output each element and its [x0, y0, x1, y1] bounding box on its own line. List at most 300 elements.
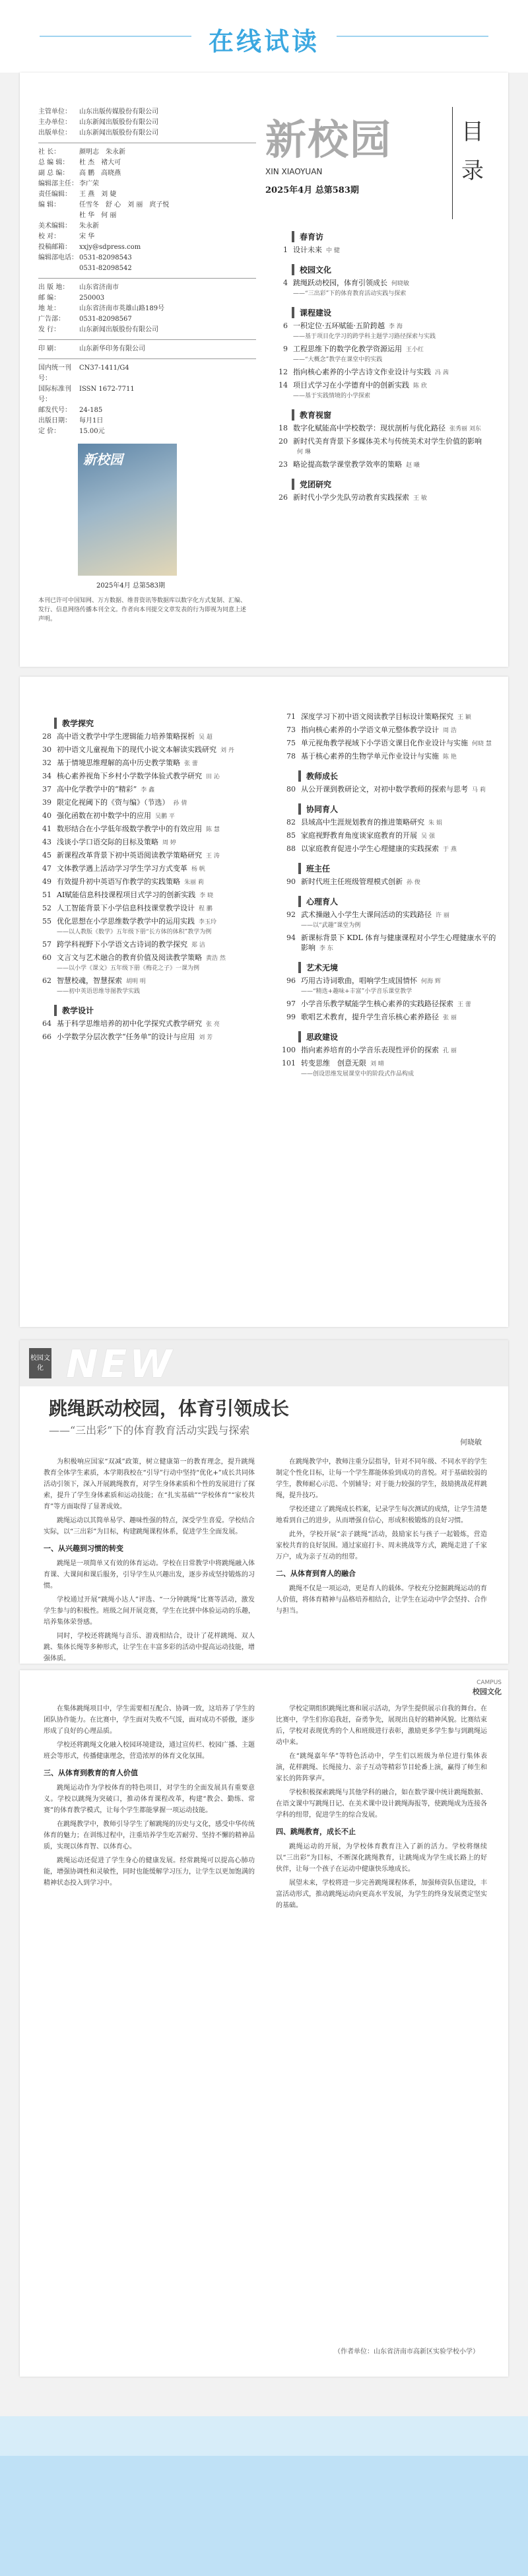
toc-title-line [57, 758, 253, 769]
toc-entry-text [57, 1032, 253, 1043]
toc-page-number: 43 [42, 838, 51, 846]
toc-entry-text [57, 939, 253, 951]
toc-entry-text [301, 817, 498, 829]
toc-entry[interactable] [273, 751, 498, 763]
article-paragraph: 在跳绳教学中，教师引导学生了解跳绳的历史与文化，感受中华传统体育的魅力；在训练过程中，注重培养学生吃苦耐劳、坚持不懈的精神品质，实现以体育智、以体育心。 [44, 1821, 255, 1850]
masthead-row [38, 253, 256, 263]
toc-entry-author: 陈 欣 [413, 383, 427, 390]
toc-entry-title: 新时代班主任班级管理模式创新 [301, 877, 403, 886]
masthead-value: 王 燕 刘 婕 [79, 191, 117, 198]
contents-heading-char: 目 [461, 119, 484, 145]
toc-entry-title: 人工智能背景下小学信息科技课堂教学设计 [57, 904, 195, 912]
toc-entry-subtitle: ——以“武趣”课堂为例 [301, 922, 361, 929]
masthead-key: 出版日期： [38, 417, 71, 424]
toc-entry-author: 陈 慧 [206, 827, 220, 833]
toc-page-number: 23 [279, 460, 288, 469]
toc-entry-title: 指向核心素养的小学古诗文作业设计与实践 [293, 368, 431, 376]
article-paragraph: 在集体跳绳项目中，学生需要相互配合、协调一致，这培养了学生的团队协作能力。在比赛中，学生面对失败不气馁，面对成功不骄傲，逐步形成了良好的心理品质。 [44, 1705, 255, 1735]
toc-title-line [57, 784, 253, 796]
toc-title-line [301, 751, 498, 763]
toc-entry[interactable] [29, 916, 253, 937]
toc-title-line [301, 910, 498, 921]
toc-entry[interactable] [265, 380, 492, 401]
toc-section-heading: 艺术无境 [298, 962, 498, 973]
toc-title-line [57, 771, 253, 782]
toc-entry-subtitle: ——“三出彩”下的体育教育活动实践与探索 [293, 290, 407, 297]
toc-entry-author: 许 丽 [436, 912, 449, 919]
toc-entry-text [301, 1058, 498, 1079]
page-tag-en: CAMPUS [477, 1679, 502, 1686]
toc-entry-subtitle: ——基于实践情境的小学探索 [293, 393, 371, 399]
toc-entry-text [57, 953, 253, 974]
masthead [38, 107, 256, 624]
masthead-value: CN37-1411/G4 [79, 364, 129, 372]
toc-entry-title: 浅谈小学口语交际的目标及策略 [57, 838, 158, 846]
toc-title-line [301, 1058, 498, 1069]
toc-entry-author: 王 涛 [206, 853, 220, 860]
article-paragraph: 学校积极探索跳绳与其他学科的融合，如在数学课中统计跳绳数据、在语文课中写跳绳日记、在美术课中设计跳绳海报等，使跳绳成为连接各学科的纽带，促进学生的综合发展。 [276, 1789, 487, 1819]
toc-entry-text [301, 738, 498, 749]
author-affiliation: （作者单位：山东省济南市高新区实验学校小学） [334, 2348, 479, 2356]
masthead-value: 山东新闻出版股份有限公司 [79, 119, 158, 126]
toc-entry[interactable] [273, 830, 498, 842]
toc-page-number: 62 [42, 976, 51, 985]
toc-entry[interactable] [273, 999, 498, 1010]
toc-entry[interactable] [29, 771, 253, 782]
toc-entry[interactable] [29, 811, 253, 822]
toc-entry-text [57, 745, 253, 756]
toc-entry-text [301, 1045, 498, 1056]
toc-entry[interactable] [29, 797, 253, 809]
toc-entry-author: 李 鑫 [141, 787, 155, 794]
toc-entry-title: 略论提高数学课堂教学效率的策略 [293, 460, 402, 469]
copyright-note: 本刊已许可中国知网、万方数据、维普资讯等数据库以数字化方式复制、汇编、发行、信息网络传播本刊全文。作者向本刊提交文章发表的行为即视为同意上述声明。 [38, 597, 247, 623]
toc-title-line [301, 933, 498, 954]
masthead-value: 高 鹏 高晓燕 [79, 170, 121, 177]
toc-list [265, 231, 492, 504]
toc-entry-author: 郑 洁 [191, 942, 205, 949]
toc-entry[interactable] [29, 745, 253, 756]
toc-entry-text [57, 864, 253, 875]
toc-page-number: 9 [283, 345, 288, 353]
toc-page-number: 57 [42, 940, 51, 949]
magazine-name-en: XIN XIAOYUAN [265, 167, 323, 176]
toc-title-line [293, 321, 492, 332]
toc-entry-title: 有效提升初中英语写作教学的实践策略 [57, 877, 180, 886]
masthead-key: 出 版 地： [38, 284, 69, 291]
toc-title-line [57, 976, 253, 987]
toc-page-number: 96 [286, 976, 296, 985]
toc-section-heading: 课程建设 [292, 307, 492, 318]
toc-entry[interactable] [265, 459, 492, 471]
toc-section-heading: 教学探究 [54, 718, 253, 729]
masthead-row [38, 128, 256, 139]
masthead-key: 主办单位： [38, 119, 71, 126]
footer-band-top [0, 2416, 528, 2456]
section-banner [20, 1340, 508, 1386]
toc-page-number: 14 [279, 381, 288, 390]
toc-title-line [57, 731, 253, 743]
toc-entry-author: 吴 超 [199, 734, 213, 741]
toc-entry-author: 陈 艳 [443, 754, 457, 761]
toc-entry[interactable] [29, 903, 253, 914]
toc-entry-text [57, 890, 253, 901]
toc-title-line [57, 1032, 253, 1043]
toc-entry-title: 基于核心素养的生物学单元作业设计与实施 [301, 752, 439, 761]
masthead-key: 国内统一刊号： [38, 364, 71, 382]
toc-page-number: 64 [42, 1019, 51, 1028]
toc-entry-title: 高中化学教学中的“精彩” [57, 785, 137, 794]
toc-entry-text [301, 712, 498, 723]
toc-entry-title: 智慧校魂，智慧探索 [57, 976, 122, 985]
toc-entry-text [301, 910, 498, 931]
toc-page-number: 100 [282, 1046, 296, 1054]
toc-title-line [57, 903, 253, 914]
masthead-key: 广告部： [38, 316, 65, 323]
toc-section-heading: 班主任 [298, 863, 498, 874]
toc-entry[interactable] [29, 953, 253, 974]
masthead-key [38, 211, 79, 221]
article-paragraph: 学校还将跳绳文化融入校园环境建设，通过宣传栏、校园广播、主题班会等形式，传播健康理念，营造浓厚的体育文化氛围。 [44, 1742, 255, 1760]
toc-entry-title: 跨学科视野下小学语文古诗词的教学探究 [57, 940, 187, 949]
toc-entry-title: 歌唱艺术教育，提升学生音乐核心素养路径 [301, 1013, 439, 1021]
toc-entry[interactable] [265, 344, 492, 365]
masthead-key: 邮发代号： [38, 407, 71, 414]
toc-entry[interactable] [273, 1045, 498, 1056]
masthead-row [38, 416, 256, 426]
toc-entry-title: 设计未来 [293, 246, 322, 254]
toc-title-line [57, 916, 253, 928]
toc-entry[interactable] [265, 436, 492, 458]
masthead-row [38, 168, 256, 179]
preview-header [0, 0, 528, 73]
masthead-row [38, 200, 256, 211]
toc-entry-text [57, 1019, 253, 1030]
toc-entry[interactable] [265, 245, 492, 256]
toc-page-number: 51 [42, 891, 51, 899]
toc-entry-author: 李玉玲 [199, 919, 217, 926]
toc-title-line [293, 436, 492, 458]
masthead-key: 邮 编： [38, 294, 61, 302]
toc-title-line [57, 837, 253, 848]
toc-entry[interactable] [273, 976, 498, 997]
masthead-key: 投稿邮箱： [38, 244, 71, 251]
masthead-value: 李广荣 [79, 180, 99, 187]
toc-title-line [301, 725, 498, 736]
toc-section-heading: 校园文化 [292, 264, 492, 275]
toc-entry-author: 吴鹏 平 [155, 813, 175, 820]
toc-entry-text [293, 492, 492, 504]
toc-page-number: 71 [286, 712, 296, 721]
toc-page-number: 26 [279, 493, 288, 502]
article-paragraph: 在跳绳教学中，教师注重分层指导，针对不同年级、不同水平的学生制定个性化目标，让每一个学生都能体验到成功的喜悦。对于基础较弱的学生，教师耐心示范、个别辅导；对于能力较强的学生，鼓励挑战花样跳绳，提升技巧。 [276, 1458, 487, 1499]
toc-page-number: 88 [286, 844, 296, 853]
toc-entry-text [301, 725, 498, 736]
toc-entry-text [57, 903, 253, 914]
toc-entry-author: 周 婷 [162, 840, 176, 846]
masthead-divider [38, 339, 256, 340]
toc-page-number: 12 [279, 368, 288, 376]
toc-section-heading: 教师成长 [298, 770, 498, 782]
masthead-list [38, 107, 256, 437]
toc-entry-title: 新课程改革背景下初中英语阅读教学策略研究 [57, 851, 202, 860]
section-tag: 校园文化 [29, 1348, 51, 1378]
toc-entry-text [293, 380, 492, 401]
toc-entry-text [57, 731, 253, 743]
article-paragraph: 在“跳绳嘉年华”等特色活动中，学生们以班级为单位进行集体表演，花样跳绳、长绳接力、亲子互动等精彩节目轮番上演，赢得了师生和家长的阵阵掌声。 [276, 1753, 487, 1782]
toc-entry[interactable] [29, 877, 253, 888]
article-column-4 [276, 1703, 487, 2337]
toc-entry-title: 新时代美育背景下多媒体美术与传统美术对学生价值的影响 [293, 437, 482, 446]
toc-entry[interactable] [29, 864, 253, 875]
toc-entry[interactable] [29, 784, 253, 796]
toc-title-line [301, 844, 498, 855]
toc-entry[interactable] [273, 817, 498, 829]
toc-entry[interactable] [29, 850, 253, 862]
article-paragraph: 学校还建立了跳绳成长档案，记录学生每次测试的成绩，让学生清楚地看到自己的进步，从而增强自信心，形成积极锻炼的良好习惯。 [276, 1506, 487, 1524]
toc-entry[interactable] [29, 939, 253, 951]
article-paragraph: 跳绳运动的开展，为学校体育教育注入了新的活力。学校将继续以“三出彩”为目标，不断深化跳绳教育，让跳绳成为学生成长路上的好伙伴，让每一个孩子在运动中健康快乐地成长。 [276, 1843, 487, 1873]
masthead-row [38, 263, 256, 274]
toc-entry-title: 单元视角教学视域下小学语文课目化作业设计与实施 [301, 739, 468, 747]
toc-page-number: 18 [279, 424, 288, 432]
toc-title-line [301, 712, 498, 723]
toc-entry-title: 以家庭教育促进小学生心理健康的实践探索 [301, 844, 439, 853]
toc-entry[interactable] [29, 731, 253, 743]
masthead-value: 山东省济南市 [79, 284, 119, 291]
toc-entry-text [57, 850, 253, 862]
toc-page-number: 101 [282, 1059, 296, 1068]
toc-title-line [57, 797, 253, 809]
toc-entry-title: 高中语文教学中学生逻辑能力培养策略探析 [57, 732, 195, 741]
toc-entry-author: 周 浩 [443, 728, 457, 734]
toc-page-number: 94 [286, 933, 296, 942]
toc-entry-author: 胡明 明 [126, 978, 146, 985]
toc-entry-text [301, 877, 498, 888]
article-paragraph: 跳绳运动作为学校体育的特色项目，对学生的全面发展具有重要意义。学校以跳绳为突破口，推动体育课程改革，构建“教会、勤练、常赛”的体育教学模式，让每个学生都能掌握一项运动技能。 [44, 1784, 255, 1814]
toc-entry[interactable] [273, 712, 498, 723]
masthead-row [38, 344, 256, 355]
toc-entry-text [293, 278, 492, 299]
article-paragraph: 同时，学校还将跳绳与音乐、游戏相结合，设计了花样跳绳、双人跳、集体长绳等多种形式，让学生在丰富多彩的活动中提高运动技能，增强体质。 [44, 1633, 255, 1662]
toc-page-number: 80 [286, 785, 296, 794]
toc-title-line [57, 811, 253, 822]
toc-title-line [301, 817, 498, 829]
toc-title-line [57, 864, 253, 875]
toc-entry-title: 从公开课到教研论文，对初中数学教师的探索与思考 [301, 785, 468, 794]
masthead-row [38, 147, 256, 158]
toc-entry-text [57, 976, 253, 997]
magazine-name: 新校园 [265, 116, 393, 164]
toc-entry-title: 限定化视阈下的《资与编》（节选） [57, 798, 170, 807]
toc-page-number: 45 [42, 851, 51, 860]
toc-page-number: 55 [42, 917, 51, 926]
issue-label: 2025年4月 总第583期 [265, 186, 359, 195]
toc-title-line [57, 850, 253, 862]
toc-entry-author: 张 丽 [443, 1015, 457, 1021]
contents-heading-char: 录 [461, 158, 484, 184]
toc-title-line [301, 784, 498, 796]
article-paragraph: 学校通过开展“跳绳小达人”评选、“一分钟跳绳”比赛等活动，激发学生参与的积极性。班级之间开展竞赛，学生在比拼中体验运动的乐趣，培养集体荣誉感。 [44, 1596, 255, 1626]
masthead-key: 地 址： [38, 305, 61, 312]
toc-entry[interactable] [265, 492, 492, 504]
toc-page-number: 41 [42, 825, 51, 833]
toc-entry-title: 跳绳跃动校园，体育引领成长 [293, 279, 387, 287]
toc-entry[interactable] [273, 1058, 498, 1079]
toc-section-heading: 协同育人 [298, 803, 498, 815]
toc-list-left [29, 710, 253, 1045]
masthead-value: xxjy@sdpress.com [79, 244, 141, 251]
toc-entry[interactable] [273, 1012, 498, 1023]
toc-page-number: 90 [286, 877, 296, 886]
toc-title-line [57, 939, 253, 951]
toc-entry-title: 小学音乐教学赋能学生核心素养的实践路径探索 [301, 1000, 453, 1008]
toc-entry-author: 何晓 慧 [472, 741, 492, 747]
toc-entry-text [57, 837, 253, 848]
toc-entry[interactable] [265, 278, 492, 299]
toc-page-number: 85 [286, 831, 296, 840]
toc-page-number: 92 [286, 910, 296, 919]
toc-page-number: 82 [286, 818, 296, 827]
toc-entry-author: 朱 娟 [428, 820, 442, 827]
toc-title-line [293, 245, 492, 256]
toc-page-number: 73 [286, 726, 296, 734]
article-section-heading: 一、从兴趣到习惯的转变 [44, 1544, 123, 1553]
toc-entry-text [57, 771, 253, 782]
toc-entry-title: 一积定位·五环赋能·五阶跨越 [293, 322, 385, 330]
toc-entry-title: 深度学习下初中语文阅读教学目标设计策略探究 [301, 712, 453, 721]
toc-title-line [301, 999, 498, 1010]
toc-page-number: 47 [42, 864, 51, 873]
toc-entry-text [57, 784, 253, 796]
cover-caption: 2025年4月 总第583期 [96, 582, 166, 590]
toc-entry[interactable] [29, 824, 253, 835]
article-title: 跳绳跃动校园，体育引领成长 [49, 1398, 290, 1419]
new-wordmark: NEW [66, 1341, 175, 1386]
toc-title-line [293, 492, 492, 504]
toc-title-line [301, 976, 498, 987]
masthead-value: 朱永新 [79, 222, 99, 230]
toc-title-line [293, 380, 492, 391]
toc-entry[interactable] [273, 933, 498, 954]
toc-entry-author: 冯 茜 [435, 370, 449, 376]
toc-entry[interactable] [265, 367, 492, 378]
article-paragraph: 跳绳不仅是一项运动，更是育人的载体。学校充分挖掘跳绳运动的育人价值，将体育精神与品格培养相结合，让学生在运动中学会坚持、合作与担当。 [276, 1585, 487, 1615]
toc-entry-author: 黄浩 然 [206, 955, 226, 962]
toc-entry-author: 王 敏 [413, 495, 427, 502]
toc-entry-text [301, 830, 498, 842]
toc-section-heading: 党团研究 [292, 479, 492, 490]
toc-entry[interactable] [29, 758, 253, 769]
masthead-key: 编辑部电话： [38, 254, 78, 261]
toc-page-number: 66 [42, 1033, 51, 1041]
toc-page-number: 20 [279, 437, 288, 446]
toc-title-line [293, 278, 492, 289]
masthead-value: 24-185 [79, 407, 103, 414]
article-paragraph: 为积极响应国家“双减”政策，树立健康第一的教育理念，提升跳绳教育全体学生素质，本学期我校在“引导”行动中坚持“优化+”成长共同体活动引领下，深入开展跳绳教育，对学生身体素质和个性的发展进行了探索，提升了学生身体素质和运动技能；在“扎实基础”“学校体育”“家校共育”等方面取得了显著成效。 [44, 1458, 255, 1510]
toc-section-heading: 春育访 [292, 231, 492, 242]
masthead-row [38, 325, 256, 335]
masthead-value: 250003 [79, 294, 105, 302]
toc-page-number: 34 [42, 772, 51, 780]
toc-title-line [293, 423, 492, 434]
toc-section-heading: 教学设计 [54, 1005, 253, 1016]
article-paragraph: 此外，学校开展“亲子跳绳”活动，鼓励家长与孩子一起锻炼，营造家校共育的良好氛围。通过家庭打卡、周末挑战等方式，跳绳走进了千家万户，成为亲子互动的纽带。 [276, 1531, 487, 1561]
toc-entry-title: 县域高中生涯规划教育的推进策略研究 [301, 818, 424, 827]
toc-entry-title: 项目式学习在小学德育中的创新实践 [293, 381, 409, 390]
toc-entry-author: 孔 丽 [443, 1048, 457, 1054]
masthead-divider [38, 358, 256, 359]
article-section-heading: 二、从体育到育人的融合 [276, 1569, 356, 1578]
masthead-key: 副 总 编： [38, 170, 69, 177]
article-paragraph: 跳绳是一项简单又有效的体育运动。学校在日常教学中将跳绳融入体育课、大课间和课后服务，引导学生从兴趣出发，逐步养成坚持锻炼的习惯。 [44, 1560, 255, 1590]
toc-entry[interactable] [273, 725, 498, 736]
toc-entry-text [293, 245, 492, 256]
toc-entry-text [301, 999, 498, 1010]
toc-page-number: 37 [42, 785, 51, 794]
masthead-row [38, 242, 256, 253]
toc-entry-author: 张 蕾 [184, 761, 198, 767]
toc-entry-subtitle: ——“大概念”教学在课堂中的实践 [293, 356, 383, 363]
toc-entry-author: 朱丽 莉 [184, 879, 204, 886]
toc-entry-text [57, 877, 253, 888]
toc-entry-text [301, 1012, 498, 1023]
toc-page-number: 1 [283, 246, 288, 254]
masthead-row [38, 405, 256, 416]
masthead-key: 总 编 辑： [38, 159, 69, 166]
toc-entry-author: 何 琳 [297, 449, 311, 456]
masthead-divider [38, 278, 256, 279]
article-section-heading: 三、从体育到教育的育人价值 [44, 1769, 138, 1777]
toc-page-number: 49 [42, 877, 51, 886]
toc-entry[interactable] [29, 1032, 253, 1043]
toc-entry[interactable] [29, 890, 253, 901]
masthead-row [38, 221, 256, 232]
toc-entry-author: 何晓敏 [391, 281, 410, 287]
article-subtitle: ——“三出彩”下的体育教育活动实践与探索 [49, 1424, 250, 1437]
toc-entry-title: 初中语文儿童视角下的现代小说文本解读实践研究 [57, 745, 216, 754]
toc-entry-author: 杨 帆 [191, 866, 205, 873]
article-column-3 [44, 1703, 255, 2337]
contents-heading [452, 107, 492, 219]
toc-title-line [293, 459, 492, 471]
masthead-row [38, 283, 256, 293]
masthead-value: ISSN 1672-7711 [79, 386, 135, 393]
toc-entry-text [57, 811, 253, 822]
toc-entry[interactable] [273, 784, 498, 796]
toc-entry[interactable] [29, 976, 253, 997]
toc-entry-text [57, 916, 253, 937]
page-tag [473, 1679, 502, 1697]
toc-entry-title: 基于情境思维理解的高中历史教学策略 [57, 759, 180, 767]
toc-entry-title: 核心素养视角下乡村小学数学体验式教学研究 [57, 772, 202, 780]
masthead-value: 山东出版传媒股份有限公司 [79, 108, 158, 116]
toc-entry[interactable] [273, 910, 498, 931]
toc-entry[interactable] [273, 738, 498, 749]
toc-entry[interactable] [273, 877, 498, 888]
toc-entry-author: 马 莉 [472, 787, 486, 794]
toc-entry[interactable] [265, 423, 492, 434]
toc-title-line [57, 1019, 253, 1030]
toc-entry[interactable] [273, 844, 498, 855]
toc-entry-title: 转变思维 创意无限 [301, 1059, 366, 1068]
toc-entry[interactable] [29, 1019, 253, 1030]
toc-page-number: 99 [286, 1013, 296, 1021]
toc-section-heading: 心理育人 [298, 896, 498, 907]
toc-entry[interactable] [29, 837, 253, 848]
toc-entry-title: 强化函数在初中数学中的应用 [57, 811, 151, 820]
toc-entry[interactable] [265, 321, 492, 342]
